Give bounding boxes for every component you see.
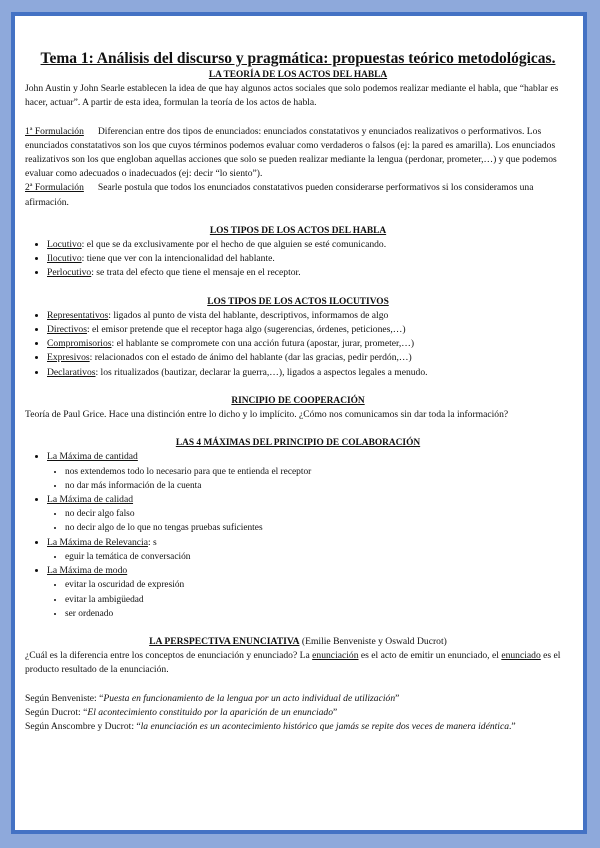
term: Expresivos — [47, 352, 90, 364]
maxima-modo — [47, 564, 571, 621]
maxima-name: La Máxima de modo — [47, 565, 128, 577]
desc: : ligados al punto de vista del hablante, descriptivos, informamos de algo — [108, 309, 389, 321]
term: Directivos — [47, 324, 87, 336]
desc: : relacionados con el estado de ánimo del hablante (dar las gracias, pedir perdón,…) — [89, 352, 412, 364]
maxima-name: La Máxima de cantidad — [47, 451, 138, 463]
list-item — [47, 252, 571, 266]
page-title: Tema 1: Análisis del discurso y pragmática: propuestas teórico metodológicas. — [40, 50, 556, 67]
maxima-relevancia — [47, 536, 571, 564]
f1-label: 1ª Formulación — [25, 125, 84, 137]
desc: : el que se da exclusivamente por el hecho de que alguien se esté comunicando. — [81, 239, 387, 251]
section-heading-cooperacion: RINCIPIO DE COOPERACIÓN — [231, 395, 365, 406]
desc: : el emisor pretende que el receptor haga algo (sugerencias, órdenes, peticiones,…) — [86, 324, 406, 336]
f2-label: 2ª Formulación — [25, 182, 84, 194]
enunciativa-heading-tail: (Emilie Benveniste y Oswald Ducrot) — [299, 635, 447, 647]
enunciativa-heading: LA PERSPECTIVA ENUNCIATIVA — [149, 635, 300, 647]
cooperacion-text: Teoría de Paul Grice. Hace una distinción entre lo dicho y lo implícito. ¿Cómo nos comunicamos sin dar toda la información? — [25, 409, 509, 421]
maxima-tail: : s — [147, 536, 157, 548]
f2-text: Searle postula que todos los enunciados constatativos pueden considerarse performativos si los consideramos una afirmación. — [25, 182, 534, 208]
term: Perlocutivo — [47, 267, 92, 279]
term: Ilocutivo — [47, 253, 82, 265]
document-page — [25, 22, 571, 734]
quote: Puesta en funcionamiento de la lengua por un acto individual de utilización — [103, 692, 396, 704]
list-item: • evitar la oscuridad de expresión — [65, 578, 571, 592]
formulacion-1 — [25, 125, 571, 182]
desc: : tiene que ver con la intencionalidad del hablante. — [81, 253, 275, 265]
list-item: • no decir algo falso — [65, 507, 571, 521]
term: enunciado — [501, 650, 541, 662]
enunciativa-text — [25, 649, 571, 677]
list-item — [47, 366, 571, 380]
term: Locutivo — [47, 239, 82, 251]
list-item: • ser ordenado — [65, 607, 571, 621]
list-item: • no decir algo de lo que no tengas pruebas suficientes — [65, 521, 571, 535]
list-item — [47, 309, 571, 323]
list-item: • no dar más información de la cuenta — [65, 479, 571, 493]
desc: : se trata del efecto que tiene el mensaje en el receptor. — [91, 267, 301, 279]
term: Representativos — [47, 309, 109, 321]
quote-anscombre — [25, 720, 571, 734]
label: Según Ducrot: “ — [25, 706, 88, 718]
page-frame — [11, 12, 587, 834]
text: ¿Cuál es la diferencia entre los conceptos de enunciación y enunciado? La — [25, 650, 313, 662]
section-heading-tipos: LOS TIPOS DE LOS ACTOS DEL HABLA — [209, 225, 387, 236]
maxima-calidad — [47, 493, 571, 536]
maxima-name: La Máxima de Relevancia — [47, 536, 148, 548]
list-item — [47, 266, 571, 280]
list-item — [47, 337, 571, 351]
maxima-cantidad — [47, 450, 571, 493]
text: .” — [509, 720, 516, 732]
quote-ducrot — [25, 706, 571, 720]
list-item: • nos extendemos todo lo necesario para que te entienda el receptor — [65, 465, 571, 479]
quote: El acontecimiento constituido por la aparición de un enunciado — [87, 706, 334, 718]
tipos-list — [25, 238, 571, 281]
section-heading-ilocutivos: LOS TIPOS DE LOS ACTOS ILOCUTIVOS — [207, 296, 389, 307]
label: Según Benveniste: “ — [25, 692, 104, 704]
label: Según Anscombre y Ducrot: “ — [25, 720, 141, 732]
text: es el producto resultado de la enunciación. — [25, 650, 561, 676]
list-item — [47, 351, 571, 365]
term: Declarativos — [47, 366, 96, 378]
desc: : el hablante se compromete con una acción futura (apostar, jurar, prometer,…) — [111, 338, 415, 350]
text: ” — [333, 706, 338, 718]
maximas-list — [25, 450, 571, 620]
list-item: • eguir la temática de conversación — [65, 550, 571, 564]
f1-text: Diferencian entre dos tipos de enunciados: enunciados constatativos y enunciados realizativos o performativos. Los enunciados constatativos son los que cuyos términos podemos evaluar como verdaderos o falsos (ej: la pared es amarilla). Los enunciados realizativos son los que engloban aquellas acciones que solo se pueden realizar mediante la lengua (perdonar, prometer,…) y que podemos evaluar como adecuados o inadecuados (ej: decir “lo siento”). — [25, 125, 557, 180]
formulacion-2 — [25, 181, 571, 209]
text: es el acto de emitir un enunciado, el — [358, 650, 502, 662]
maxima-name: La Máxima de calidad — [47, 494, 134, 506]
section-heading-actos: LA TEORÍA DE LOS ACTOS DEL HABLA — [208, 70, 388, 80]
list-item — [47, 323, 571, 337]
text: ” — [395, 692, 400, 704]
section-heading-maximas: LAS 4 MÁXIMAS DEL PRINCIPIO DE COLABORACIÓN — [175, 438, 421, 449]
list-item — [47, 238, 571, 252]
list-item: • evitar la ambigüedad — [65, 593, 571, 607]
term: Compromisorios — [47, 338, 112, 350]
actos-intro: John Austin y John Searle establecen la idea de que hay algunos actos sociales que solo podemos realizar mediante el habla, que “hablar es hacer, actuar”. A partir de esta idea, formulan la teoría de los actos de habla. — [25, 83, 559, 109]
desc: : los ritualizados (bautizar, declarar la guerra,…), ligados a aspectos legales a menudo. — [95, 366, 428, 378]
quote-benveniste — [25, 692, 571, 706]
term: enunciación — [312, 650, 359, 662]
section-heading-enunciativa — [25, 635, 571, 649]
ilocutivos-list — [25, 309, 571, 380]
quote: la enunciación es un acontecimiento histórico que jamás se repite dos veces de manera idéntica — [140, 720, 510, 732]
